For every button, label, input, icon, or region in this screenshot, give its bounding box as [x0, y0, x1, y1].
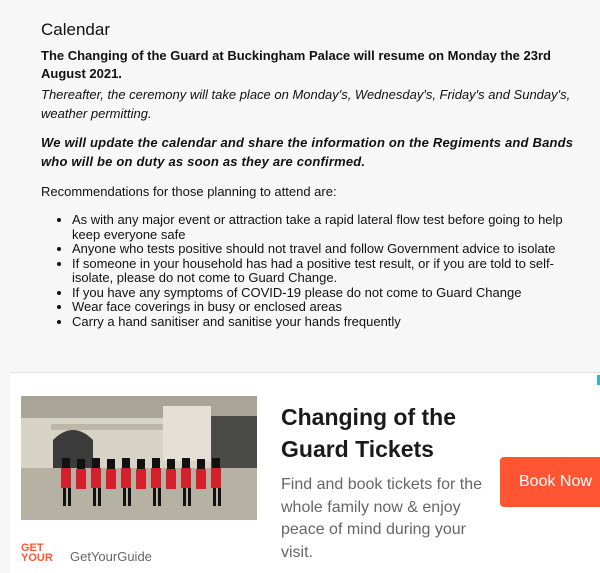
recommendations-intro: Recommendations for those planning to attend are: — [41, 184, 337, 199]
list-item: • If you have any symptoms of COVID-19 please do not come to Guard Change — [72, 286, 593, 301]
ad-description: Find and book tickets for the whole family now & enjoy peace of mind during your visit. — [281, 476, 482, 561]
book-now-button[interactable]: Book Now — [500, 457, 600, 507]
list-item: • If someone in your household has had a positive test result, or if you are told to self-isolate, please do not come to Guard Change. — [72, 257, 593, 286]
list-item: • As with any major event or attraction take a rapid lateral flow test before going to help keep everyone safe — [72, 213, 593, 242]
calendar-title: Calendar — [41, 20, 110, 39]
schedule-note: Thereafter, the ceremony will take place on Monday's, Wednesday's, Friday's and Sunday's, weather permitting. — [41, 87, 571, 121]
ad-headline[interactable]: Changing of the Guard Tickets — [281, 404, 457, 462]
list-item: • Anyone who tests positive should not travel and follow Government advice to isolate — [72, 242, 593, 257]
calendar-section — [41, 0, 593, 329]
resume-notice: The Changing of the Guard at Buckingham Palace will resume on Monday the 23rd August 2021. — [41, 48, 551, 81]
advertiser[interactable] — [21, 543, 321, 573]
list-item: • Wear face coverings in busy or enclosed areas — [72, 300, 593, 315]
list-item: • Carry a hand sanitiser and sanitise your hands frequently — [72, 315, 593, 330]
advertiser-name: GetYourGuide — [70, 549, 152, 564]
getyourguide-logo: GET YOUR — [21, 542, 53, 564]
update-note: We will update the calendar and share the information on the Regiments and Bands who will be on duty as soon as they are confirmed. — [41, 135, 574, 169]
guard-parade-image[interactable] — [21, 396, 257, 520]
ad-banner[interactable] — [10, 372, 600, 573]
recommendations-list — [41, 213, 593, 329]
